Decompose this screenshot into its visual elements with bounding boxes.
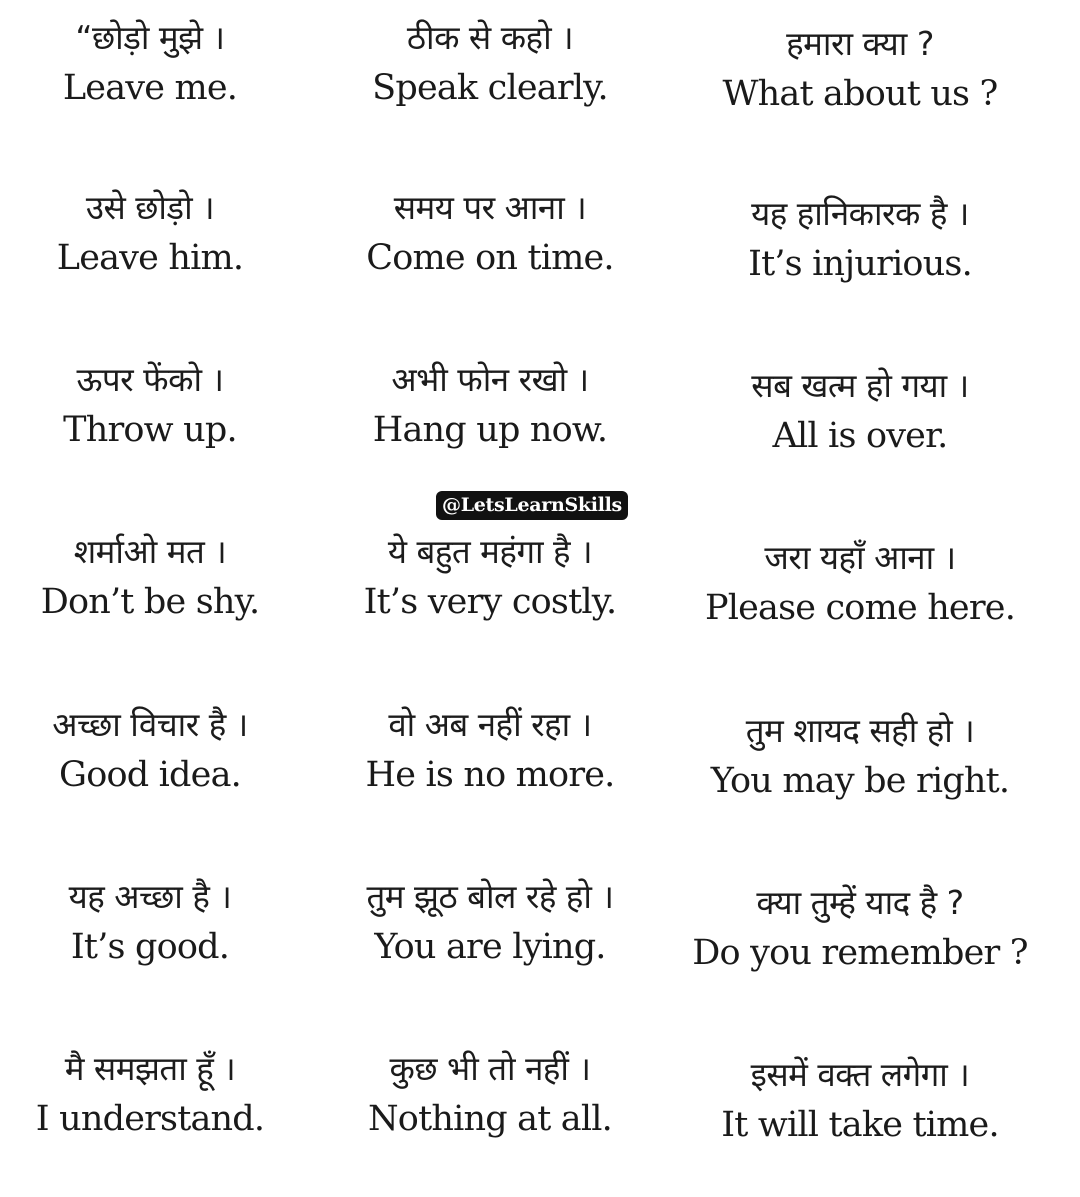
english-phrase: Speak clearly. — [372, 68, 608, 108]
english-phrase: Throw up. — [63, 410, 237, 450]
phrase-card — [660, 530, 1060, 636]
hindi-phrase: कुछ भी तो नहीं । — [389, 1049, 591, 1088]
phrase-row — [0, 186, 1080, 336]
hindi-phrase: मै समझता हूँ । — [64, 1049, 236, 1088]
hindi-phrase: ठीक से कहो । — [406, 18, 574, 57]
hindi-phrase: समय पर आना । — [393, 188, 587, 227]
phrase-card — [0, 186, 300, 286]
english-phrase: Please come here. — [704, 588, 1016, 628]
phrase-card — [0, 16, 300, 116]
hindi-phrase: “छोड़ो मुझे । — [75, 18, 225, 57]
phrase-row — [0, 530, 1080, 680]
english-phrase: I understand. — [35, 1099, 265, 1139]
phrase-card — [0, 1047, 300, 1147]
hindi-phrase: ऊपर फेंको । — [76, 360, 224, 399]
phrase-card — [0, 530, 300, 630]
hindi-phrase: अभी फोन रखो । — [391, 360, 589, 399]
english-phrase: Leave me. — [62, 68, 238, 108]
phrase-row — [0, 358, 1080, 508]
phrase-card — [660, 875, 1060, 981]
phrase-card — [660, 186, 1060, 292]
english-phrase: He is no more. — [365, 755, 615, 795]
phrase-card — [0, 703, 300, 803]
english-phrase: Hang up now. — [372, 410, 608, 450]
phrase-card — [0, 875, 300, 975]
phrase-card — [325, 358, 655, 458]
hindi-phrase: उसे छोड़ो । — [85, 188, 215, 227]
hindi-phrase: यह हानिकारक है । — [751, 194, 969, 233]
hindi-phrase: सब खत्म हो गया । — [751, 366, 969, 405]
hindi-phrase: तुम शायद सही हो । — [745, 711, 975, 750]
english-phrase: It’s very costly. — [363, 582, 617, 622]
hindi-phrase: हमारा क्या ? — [786, 24, 934, 63]
english-phrase: It will take time. — [721, 1105, 999, 1145]
phrase-card — [325, 530, 655, 630]
hindi-phrase: शर्माओ मत । — [73, 532, 227, 571]
phrase-card — [325, 186, 655, 286]
hindi-phrase: क्या तुम्हें याद है ? — [756, 883, 964, 922]
phrase-card — [325, 16, 655, 116]
phrase-card — [325, 875, 655, 975]
english-phrase: You are lying. — [374, 927, 606, 967]
english-phrase: Nothing at all. — [367, 1099, 612, 1139]
english-phrase: Come on time. — [366, 238, 614, 278]
english-phrase: Leave him. — [56, 238, 244, 278]
phrase-row — [0, 16, 1080, 166]
hindi-phrase: इसमें वक्त लगेगा । — [750, 1055, 970, 1094]
watermark-handle: @LetsLearnSkills — [436, 491, 628, 520]
hindi-phrase: जरा यहाँ आना । — [764, 538, 956, 577]
english-phrase: Don’t be shy. — [40, 582, 260, 622]
english-phrase: You may be right. — [710, 761, 1010, 801]
phrase-row — [0, 1047, 1080, 1197]
hindi-phrase: तुम झूठ बोल रहे हो । — [366, 877, 614, 916]
phrase-card — [0, 358, 300, 458]
hindi-phrase: ये बहुत महंगा है । — [387, 532, 593, 571]
phrase-card — [325, 1047, 655, 1147]
english-phrase: Good idea. — [59, 755, 241, 795]
phrase-card — [325, 703, 655, 803]
phrase-card — [660, 358, 1060, 464]
phrase-card — [660, 703, 1060, 809]
english-phrase: It’s good. — [70, 927, 230, 967]
english-phrase: What about us ? — [722, 74, 998, 114]
hindi-phrase: यह अच्छा है । — [68, 877, 232, 916]
english-phrase: All is over. — [772, 416, 948, 456]
english-phrase: It’s injurious. — [748, 244, 972, 284]
phrase-card — [660, 16, 1060, 122]
english-phrase: Do you remember ? — [692, 933, 1028, 973]
hindi-phrase: वो अब नहीं रहा । — [388, 705, 592, 744]
phrase-row — [0, 875, 1080, 1025]
hindi-phrase: अच्छा विचार है । — [52, 705, 248, 744]
phrase-row — [0, 703, 1080, 853]
phrase-card — [660, 1047, 1060, 1153]
